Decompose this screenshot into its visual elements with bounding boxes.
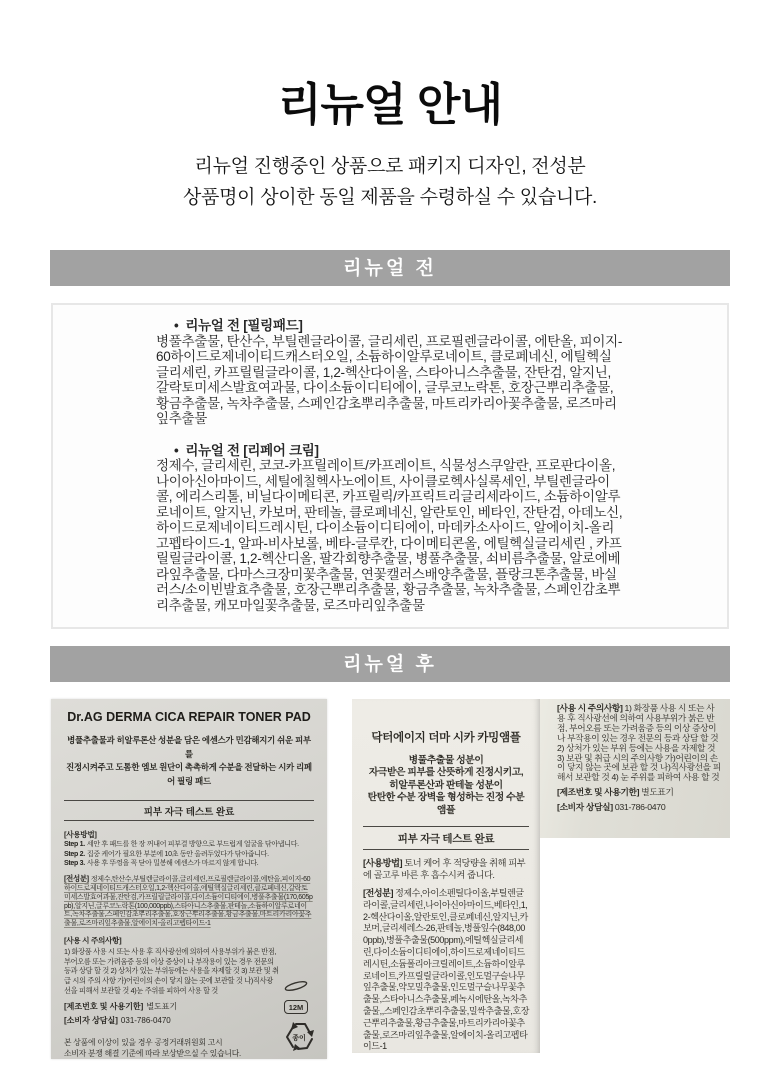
step-3-number: Step 3. — [64, 859, 85, 867]
ampoule-contact-line — [557, 801, 722, 813]
ampoule-contact-value: 031-786-0470 — [614, 802, 666, 813]
recycle-paper-icon — [281, 1018, 317, 1054]
repair-cream-group — [156, 443, 624, 614]
period-12m-badge: 12M — [284, 1000, 309, 1014]
peeling-pad-heading: • 리뉴얼 전 [필링패드] — [156, 318, 624, 334]
before-renewal-ingredients-box — [51, 303, 729, 629]
before-renewal-banner: 리뉴얼 전 — [50, 250, 730, 286]
pad-lot-value: 별도표기 — [146, 1001, 178, 1011]
pad-description-line-2: 진정시켜주고 도톰한 엠보 원단이 촉촉하게 수분을 전달하는 시카 리페어 필링 패드 — [66, 762, 312, 786]
pad-skin-test-note: 피부 자극 테스트 완료 — [64, 800, 314, 821]
ampoule-caution-section — [557, 704, 722, 783]
pad-caution-section — [64, 936, 279, 996]
ampoule-caution-label: [사용 시 주의사항] — [557, 703, 623, 713]
pad-usage-step-2 — [64, 850, 314, 859]
subtitle-line-1: 리뉴얼 진행중인 상품으로 패키지 디자인, 전성분 — [194, 156, 586, 177]
repair-cream-ingredients: 정제수, 글리세린, 코코-카프릴레이트/카프레이트, 식물성스쿠알란, 프로판다이올, 나이아신아마이드, 세틸에칠헥사노에이트, 사이클로헥사실록세인, 부틸렌글라이콜, 에리스리톨, 비닐다이메티콘, 카프릴릭/카프릭트리글리세라이드, 소듐하이알루로네이트, 알지닌, 카보머, 판테놀, 클로페네신, 알란토인, 베타인, 잔탄검, 아데노신, 하이드로제네이티드레시틴, 다이소듐이디티에이, 마데카소사이드, 알에이치-올리고펩타이드-1, 알파-비사보롤, 베타-글루칸, 다이메티콘올, 에틸헥실글리세린 , 카프릴릴글라이콜, 1,2-헥산디올, 팔각회향추출물, 병풀추출물, 쇠비름추출물, 알로에베라잎추출물, 다마스크장미꽃추출물, 연꽃캘러스배양추출물, 플랑크톤추출물, 바실러스/소이빈발효추출물, 호장근뿌리추출물, 황금추출물, 녹차추출물, 스페인감초뿌리추출물, 캐모마일꽃추출물, 로즈마리잎추출물 — [156, 458, 623, 613]
step-1-number: Step 1. — [64, 841, 85, 849]
ampoule-desc-line-3: 히알루론산과 판테놀 성분이 — [389, 779, 503, 791]
step-1-text: 세안 후 패드를 한 장 꺼내어 피부결 방향으로 부드럽게 얼굴을 닦아냅니다. — [86, 841, 299, 849]
pad-contact-value: 031-786-0470 — [120, 1015, 171, 1025]
ampoule-product-title: 닥터에이지 더마 시카 카밍앰플 — [371, 732, 521, 744]
ampoule-desc-line-1: 병풀추출물 성분이 — [408, 755, 484, 766]
peeling-pad-ingredients: 병풀추출물, 탄산수, 부틸렌글라이콜, 글리세린, 프로필렌글라이콜, 에탄올, 피이지-60하이드로제네이티드캐스터오일, 소듐하이알루로네이트, 클로페네신, 에틸헥실글리세린, 카프릴릴글라이콜, 1,2-헥산다이올, 스타아니스추출물, 잔탄검, 알지닌, 갈락토미세스발효여과물, 다이소듐이디티에이, 글루코노락톤, 호장근뿌리추출물, 황금추출물, 녹차추출물, 스페인감초뿌리추출물, 마트리카리아꽃추출물, 로즈마리잎추출물 — [156, 333, 623, 426]
pad-ingredients-text: 정제수,탄산수,부틸렌글라이콜,글리세린,프로필렌글라이콜,에탄올,피이지-60하이드로제네이티드캐스터오일,1,2-헥산다이올,에틸헥실글리세린,클로페네신,갈락토미세스발효여과물,잔탄검,카프릴릴글라이콜,다이소듐이디티에이,병풀추출물(170,605ppb),알지닌,글루코노락톤(100,000ppb),스타아니스추출물,판테놀,소듐하이알루로네이트,녹차추출물,스페인감초뿌리추출물,호장근뿌리추출물,황금추출물,마트리카리아꽃추출물,로즈마리잎추출물,알에이치-올리고펩타이드-1 — [64, 876, 313, 928]
pad-usage-step-1 — [64, 840, 314, 849]
ampoule-desc-line-4: 탄탄한 수분 장벽을 형성하는 진정 수분 앰플 — [367, 792, 525, 816]
repair-cream-heading: • 리뉴얼 전 [리페어 크림] — [156, 443, 624, 459]
period-after-opening-icon — [278, 979, 314, 1015]
ampoule-front-label-photo — [352, 699, 540, 1053]
ampoule-usage-text: 토너 케어 후 적당량을 취해 피부에 골고루 바른 후 흡수시켜 줍니다. — [363, 858, 526, 880]
page-subtitle — [0, 151, 780, 213]
ampoule-lot-value: 별도표기 — [641, 787, 674, 798]
pad-footer-line-2: 소비자 분쟁 해결 기준에 따라 보상받으실 수 있습니다. — [64, 1048, 242, 1058]
after-renewal-banner: 리뉴얼 후 — [50, 646, 730, 682]
pad-lot-label: [제조번호 및 사용기한] — [64, 1001, 144, 1011]
pad-caution-label: [사용 시 주의사항] — [64, 935, 122, 945]
pad-caution-text: 1) 화장품 사용 시 또는 사용 후 직사광선에 의하여 사용부위가 붉은 반점, 부어오름 또는 가려움증 등의 이상 증상이 나 부작용이 있는 경우 전문의 등과 상담 할 것 2) 상처가 있는 부위등에는 사용을 자제할 것 3) 보관 및 취급 시의 주의 사항 가)어린이의 손이 닿지 않는 곳에 보관할 것 나)직사광선을 피해서 보관할 것 4)눈 주위를 피하여 사용 할 것 — [64, 946, 279, 995]
pad-usage-step-3 — [64, 859, 314, 868]
page-title: 리뉴얼 안내 — [278, 79, 502, 130]
ampoule-lot-line — [557, 786, 722, 798]
pad-ingredients-section — [64, 875, 314, 929]
pad-description — [64, 734, 314, 788]
pad-footer-note — [64, 1037, 259, 1059]
ampoule-ingredients-text: 정제수,아이소펜틸다이올,부틸렌글라이콜,글리세린,나이아신아마이드,베타인,1,2-헥산다이올,알란토인,클로페네신,알지닌,카보머,글리세레스-26,판테놀,병풀잎수(848,000ppb),병풀추출물(500ppm),에틸헥실글리세린,다이소듐이디티에이,하이드로제네이티드레시틴,소듐폴리아크릴레이트,소듐하이알루로네이트,카프릴릴글라이콜,인도멀구슬나무잎추출물,약모밀추출물,인도멀구슬나무꽃추출물,스타아니스추출물,페녹시에탄올,녹차추출물,,스페인감초뿌리추출물,밀싹추출물,호장근뿌리추출물,황금추출물,마트리카리아꽃추출물,로즈마리잎추출물,알에이치-올리고펩타이드-1 — [363, 888, 529, 1052]
ampoule-usage-section — [363, 858, 529, 881]
pad-lot-line — [64, 1001, 259, 1012]
ampoule-side-label-photo — [540, 699, 730, 838]
pad-footer-line-1: 본 상품에 이상이 있을 경우 공정거래위원회 고시 — [64, 1037, 223, 1047]
subtitle-line-2: 상품명이 상이한 동일 제품을 수령하실 수 있습니다. — [183, 187, 597, 208]
ampoule-skin-test-note: 피부 자극 테스트 완료 — [363, 826, 529, 850]
peeling-pad-group — [156, 318, 624, 427]
toner-pad-label-photo — [51, 699, 327, 1059]
ampoule-ingredients-section — [363, 888, 529, 1053]
recycle-material-label: 종이 — [292, 1034, 306, 1042]
ampoule-ingredients-label: [전성분] — [363, 888, 394, 899]
step-3-text: 사용 후 뚜껑을 꼭 닫아 밀봉해 에센스가 마르지 않게 합니다. — [86, 859, 259, 867]
step-2-text: 집중 케어가 필요한 부분에 10초 동안 올려두었다가 닦아줍니다. — [86, 850, 269, 858]
ampoule-usage-label: [사용방법] — [363, 858, 403, 869]
pad-product-title: Dr.AG DERMA CICA REPAIR TONER PAD — [67, 710, 311, 724]
pad-usage-label: [사용방법] — [64, 830, 97, 839]
pad-contact-line — [64, 1015, 259, 1026]
before-renewal-box-content — [156, 318, 624, 613]
ampoule-desc-line-2: 자극받은 피부를 산뜻하게 진정시키고, — [368, 767, 524, 779]
pad-usage-section — [64, 830, 314, 868]
step-2-number: Step 2. — [64, 850, 85, 858]
pad-ingredients-label: [전성분] — [64, 874, 89, 884]
ampoule-lot-label: [제조번호 및 사용기한] — [557, 787, 640, 798]
ampoule-contact-label: [소비자 상담실] — [557, 802, 613, 813]
open-lid-icon — [282, 980, 310, 992]
pad-description-line-1: 병풀추출물과 히알루론산 성분을 담은 에센스가 민감해지기 쉬운 피부를 — [67, 735, 311, 759]
pad-contact-label: [소비자 상담실] — [64, 1015, 118, 1025]
ampoule-description — [363, 755, 529, 817]
ampoule-caution-text: 1) 화장품 사용 시 또는 사용 후 직사광선에 의하여 사용부위가 붉은 반점, 부어오름 또는 가려움증 등의 이상 증상이나 부작용이 있는 경우 전문의 등과 상담 할 것 2) 상처가 있는 부위 등에는 사용을 자제할 것 3) 보관 및 취급 시의 주의사항 가)어린이의 손이 닿지 않는 곳에 보관 할 것 나)직사광선을 피해서 보관할 것 4) 눈 주위를 피하여 사용 할 것 — [557, 703, 721, 783]
